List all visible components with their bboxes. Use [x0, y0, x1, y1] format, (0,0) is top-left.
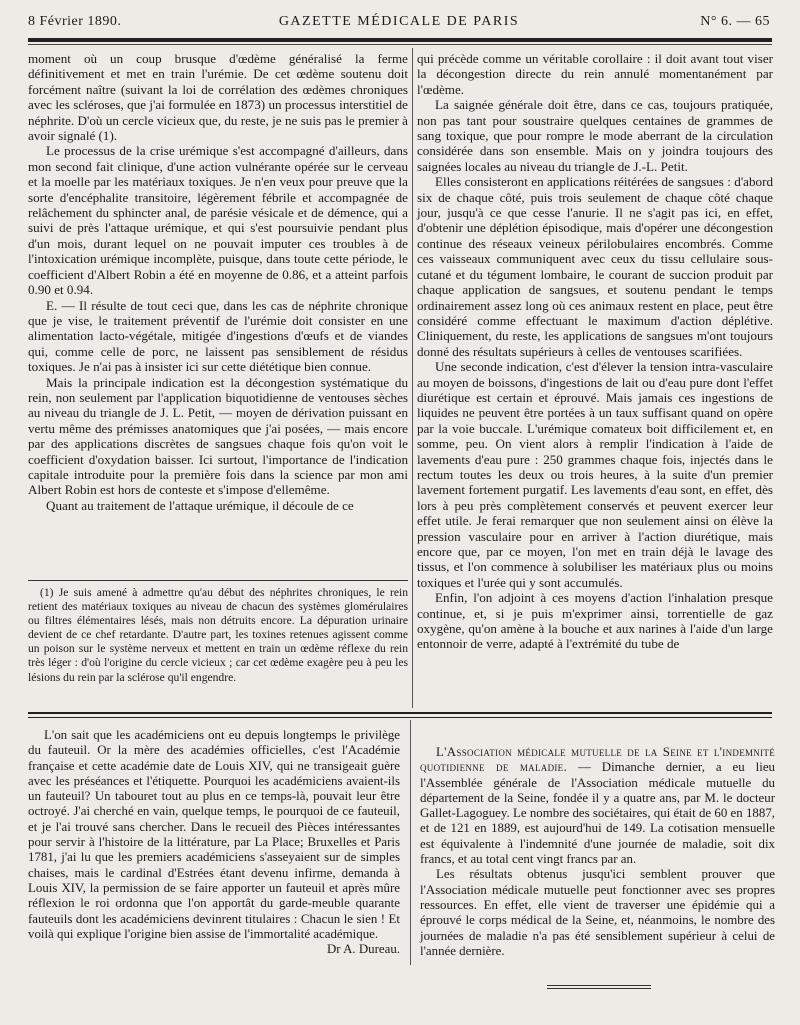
- paragraph: Une seconde indication, c'est d'élever la tension intra-vasculaire au moyen de boissons, d'ingestions de lait ou d'eau pure dont l'effet diurétique est certain et éprouvé. Mais jamais ces ingestions de liquides ne peuvent être portées à un taux suffisant quand on opère par la voie buccale. L'urémique comateux boit difficilement et, en somme, peu. On vient alors à remplir l'indication à l'aide de lavements d'eau pure : 250 grammes chaque fois, injectés dans le rectum toutes les deux ou trois heures, à la suite d'un premier lavement fortement purgatif. Les lavements d'eau sont, en effet, dès lors à peu près complètement conservés et peuvent exercer leur effet utile. Je ferai remarquer que non seulement ainsi on élève la pression vasculaire pour en arriver à l'action diurétique, mais encore que, par ce moyen, l'on met en train déjà le lavage des tissus, et l'on commence à solubiliser les matériaux plus ou moins toxiques et l'urée qui y sont accumulés.: [417, 359, 773, 590]
- issue-number: N° 6. — 65: [700, 14, 770, 29]
- paragraph: Enfin, l'on adjoint à ces moyens d'action l'inhalation presque continue, et, si je puis m'exprimer ainsi, torrentielle de gaz oxygène, qu'on amène à la bouche et aux narines à l'aide d'un large entonnoir de verre, adapté à l'extrémité du tube de: [417, 590, 773, 652]
- footnote-rule: [28, 580, 408, 581]
- feuilleton-text: L'on sait que les académiciens ont eu depuis longtemps le privilège du fauteuil. Or la mère des académies officielles, c'est l'Académie française et cette académie date de Louis XIV, qui ne transigeait guère avec les préséances et l'étiquette. Pourquoi les académiciens avaient-ils un fauteuil? Un tabouret tout au plus en ce temps-là, pouvait leur être octroyé. J'ai cherché en vain, quelque temps, le pourquoi de ce fauteuil, et je l'ai trouvé sans chercher. Dans le recueil des Pièces intéressantes pour servir à l'histoire de la littérature, par La Place; Bruxelles et Paris 1781, j'ai lu que les premiers académiciens s'asseyaient sur de simples chaises, mais le cardinal d'Estrées étant devenu infirme, demanda à Louis XIV, la permission de se faire apporter un fauteuil et après mûre réflexion le roi ordonna que l'on apportât du garde-meuble quarante fauteuils dont les académiciens devinrent titulaires : Chacun le sien ! Et voilà qui explique l'origine bien assise de l'immortalité académique.: [28, 728, 400, 941]
- feuilleton-rule-thin: [28, 717, 772, 718]
- paragraph: moment où un coup brusque d'œdème généralisé la ferme définitivement et met en train l'urémie. De cet œdème soutenu doit forcément naître (suivant la loi de corrélation des œdèmes chroniques avec les scléroses, que j'ai formulée en 1873) un processus interstitiel de néphrite. D'où un cercle vicieux que, du reste, je ne suis pas le premier à avoir signalé (1).: [28, 51, 408, 144]
- footnote-text: (1) Je suis amené à admettre qu'au début des néphrites chroniques, le rein retient des matériaux toxiques au niveau de chacun des systèmes glomérulaires ou filtres élémentaires lésés, mais non détruits encore. La dépuration urinaire devient de ce chef retardante. D'autre part, les toxines retenues agissent comme un poison sur le système nerveux et mettent en train un œdème réflexe du rein très léger : d'où l'origine du cercle vicieux ; car cet œdème exagère peu à peu les lésions du rein par la sclérose qu'il engendre.: [28, 586, 408, 684]
- paragraph: qui précède comme un véritable corollaire : il doit avant tout viser la décongestion directe du rein annulé momentanément par l'œdème.: [417, 51, 773, 97]
- end-rule-2: [547, 988, 651, 989]
- page-header: [28, 10, 770, 34]
- news-paragraph: [420, 745, 775, 867]
- feuilleton-separator: [410, 720, 411, 965]
- news-text: — Dimanche dernier, a eu lieu l'Assemblée générale de l'Association médicale mutuelle du département de la Seine, fondée il y a quatre ans, par M. le docteur Gallet-Lagoguey. Le nombre des sociétaires, qui était de 60 en 1887, et de 121 en 1889, est aujourd'hui de 149. La cotisation mensuelle est équivalente à l'indemnité d'une journée de maladie, soit dix francs, et au total cent vingt francs par an.: [420, 760, 775, 867]
- feuilleton-right: [420, 745, 775, 959]
- issue-date: 8 Février 1890.: [28, 14, 122, 29]
- feuilleton-rule: [28, 712, 772, 714]
- paragraph: Le processus de la crise urémique s'est accompagné d'ailleurs, dans mon second fait clinique, d'une action vulnérante opérée sur le cerveau et la moelle par les matériaux toxiques. Je n'en veux pour preuve que la sorte d'encéphalite transitoire, légèrement fébrile et accompagnée de relâchement du sphincter anal, de parésie vésicale et de démence, qui a suivi de près l'attaque urémique, et qui s'est poursuivie pendant plus d'un mois, durant lequel on ne pouvait imputer ces troubles à de l'intoxication urémique incomplète, puisque, dans toute cette période, le coefficient d'Albert Robin a été en moyenne de 0.86, et a atteint parfois 0.90 et 0.94.: [28, 143, 408, 298]
- right-column: [417, 51, 773, 652]
- paragraph: Quant au traitement de l'attaque urémique, il découle de ce: [46, 497, 354, 513]
- header-rule-thin: [28, 44, 772, 45]
- news-heading: L'Association médicale mutuelle de la Seine et l'indemnité quotidienne de maladie.: [420, 745, 775, 775]
- news-paragraph: Les résultats obtenus jusqu'ici semblent prouver que l'Association médicale mutuelle peut fonctionner avec ses propres ressources. En effet, elle vient de traverser une épidémie qui a éprouvé le corps médical de la Seine, et, néanmoins, le nombre des journées de maladie n'a pas été sensiblement supérieur à celui de l'année dernière.: [420, 867, 775, 958]
- journal-title: GAZETTE MÉDICALE DE PARIS: [278, 14, 520, 29]
- end-rule: [547, 985, 651, 986]
- feuilleton-left: [28, 728, 400, 957]
- paragraph: E. — Il résulte de tout ceci que, dans les cas de néphrite chronique que je vise, le traitement préventif de l'urémie doit consister en une alimentation lacto-végétale, mitigée d'ingestions d'œufs et de viandes qui, comme celle de porc, ne laissent pas sensiblement de résidus toxiques. Je n'ai pas à insister ici sur cette diététique bien connue.: [28, 297, 408, 375]
- signature: Dr A. Dureau.: [326, 942, 400, 957]
- paragraph: Mais la principale indication est la décongestion systématique du rein, non seulement par l'application biquotidienne de ventouses sèches au niveau du triangle de J. L. Petit, — moyen de dérivation puissant en vertu même des prémisses anatomiques que j'ai posées, — mais encore par des applications discrètes de sangsues chaque fois qu'on voit le coefficient d'oxydation baisser. Ici surtout, l'importance de l'indication capitale introduite pour la première fois dans la science par mon ami Albert Robin est hors de conteste et s'impose d'ellemême.: [28, 374, 408, 498]
- column-separator: [412, 48, 413, 708]
- left-column: [28, 51, 408, 513]
- paragraph: Elles consisteront en applications réitérées de sangsues : d'abord six de chaque côté, puis trois seulement de chaque côté chaque jour, jusqu'à ce que cesse l'anurie. Il ne s'agit pas ici, en effet, d'obtenir une déplétion épisodique, mais d'opérer une décongestion continue des réseaux veineux périlobulaires encombrés. Comme ces vaisseaux communiquent avec ceux du tissu cellulaire sous-cutané et du tégument lombaire, le courant de succion produit par chaque application de sangsues, et soutenu pendant le temps ordinairement assez long où ces animaux restent en place, peut être considéré comme effectuant le maximum d'action déplétive. Cliniquement, du reste, les applications de sangsues m'ont toujours donné des résultats supérieurs à celles de ventouses scarifiées.: [417, 174, 773, 359]
- header-rule: [28, 38, 772, 42]
- footnote: [28, 586, 408, 685]
- paragraph: La saignée générale doit être, dans ce cas, toujours pratiquée, non pas tant pour soustraire quelques centaines de grammes de sang toxique, que pour rompre le mode aberrant de la circulation considérée dans son ensemble. Mais on y joindra toujours des saignées locales au niveau du triangle de J.-L. Petit.: [417, 97, 773, 174]
